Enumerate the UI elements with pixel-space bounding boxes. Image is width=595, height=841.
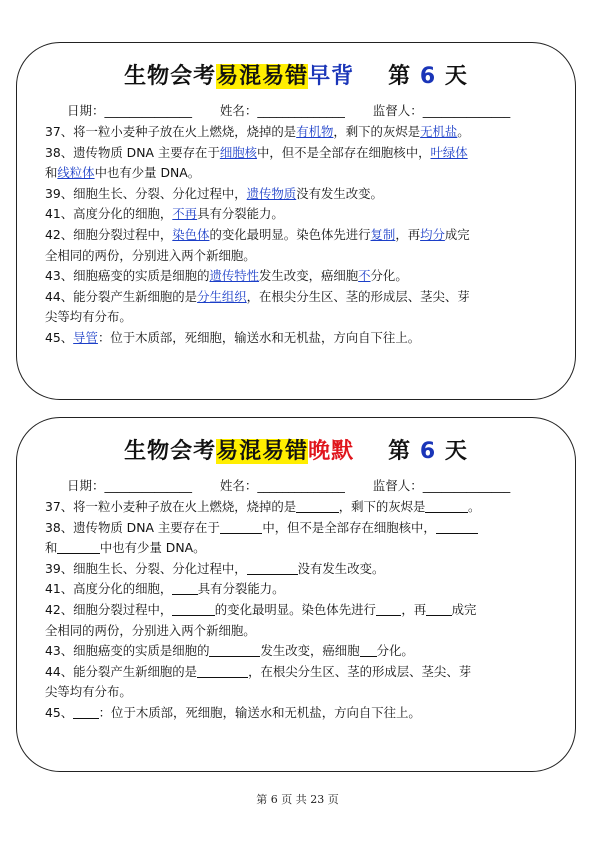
question-text: 成完 (444, 226, 470, 242)
question-line (45, 641, 557, 662)
question-text: ：位于木质部，死细胞，输送水和无机盐，方向自下往上。 (97, 329, 421, 345)
answer-text: 细胞核 (219, 144, 258, 160)
answer-blank[interactable] (172, 582, 198, 595)
question-text: 。 (467, 499, 481, 514)
info-row (67, 101, 555, 119)
day-suffix: 天 (444, 64, 468, 89)
day-number: 6 (419, 439, 437, 464)
question-text: 具有分裂能力。 (197, 206, 284, 222)
day-prefix: 第 (388, 439, 412, 464)
name-label: 姓名： (219, 103, 258, 118)
name-blank[interactable]: ______________ (257, 478, 345, 493)
answer-text: 导管 (73, 329, 98, 345)
answer-text: 无机盐 (420, 124, 458, 139)
supervisor-label: 监督人： (372, 478, 423, 493)
question-line (45, 225, 557, 246)
question-text: 和 (45, 165, 58, 181)
question-text: 38、遗传物质 DNA 主要存在于 (45, 519, 220, 535)
answer-blank[interactable] (209, 644, 260, 657)
question-line (45, 184, 557, 205)
title-main: 生物会考 (124, 64, 217, 89)
name-label: 姓名： (219, 478, 258, 493)
question-text: ，再 (401, 601, 427, 617)
date-blank[interactable]: ______________ (104, 103, 193, 118)
title-sub: 早背 (308, 64, 355, 89)
question-text: 41、高度分化的细胞， (45, 206, 173, 222)
answer-blank[interactable] (436, 521, 479, 534)
question-text: 中也有少量 DNA。 (99, 540, 206, 556)
question-text: ，剩下的灰烬是 (333, 124, 421, 139)
question-text: 37、将一粒小麦种子放在火上燃烧，烧掉的是 (45, 499, 297, 514)
supervisor-blank[interactable]: ______________ (422, 478, 511, 493)
answer-text: 均分 (420, 226, 445, 242)
question-line (45, 518, 557, 539)
question-text: 全相同的两份，分别进入两个新细胞。 (45, 622, 256, 638)
question-text: 全相同的两份，分别进入两个新细胞。 (45, 247, 256, 263)
answer-blank[interactable] (425, 500, 468, 513)
day-prefix: 第 (388, 64, 412, 89)
question-line (45, 163, 557, 184)
question-text: ：位于木质部，死细胞，输送水和无机盐，方向自下往上。 (98, 704, 421, 720)
question-text: ，剩下的灰烬是 (338, 499, 426, 514)
title-highlight: 易混易错 (216, 439, 309, 464)
question-line (45, 600, 557, 621)
question-text: 43、细胞癌变的实质是细胞的 (45, 268, 210, 284)
question-line (45, 579, 557, 600)
question-text: 45、 (45, 329, 74, 345)
question-line (45, 703, 557, 724)
answer-blank[interactable] (376, 603, 402, 616)
question-lines (45, 497, 557, 724)
question-text: 。 (457, 124, 470, 139)
answer-text: 染色体 (172, 226, 210, 242)
answer-blank[interactable] (360, 644, 377, 657)
question-line (45, 621, 557, 642)
question-text: 的变化最明显。染色体先进行 (214, 601, 376, 617)
question-line (45, 122, 557, 143)
answer-text: 不 (358, 268, 371, 284)
question-text: 中，但不是全部存在细胞核中， (257, 144, 431, 160)
info-row (67, 476, 555, 494)
question-line (45, 559, 557, 580)
answer-blank[interactable] (426, 603, 452, 616)
question-text: ，在根尖分生区、茎的形成层、茎尖、芽 (248, 663, 472, 679)
card-title (17, 434, 575, 465)
answer-text: 有机物 (296, 124, 334, 139)
answer-text: 复制 (370, 226, 396, 242)
question-line (45, 538, 557, 559)
question-line (45, 497, 557, 518)
question-text: 分化。 (370, 268, 408, 284)
question-line (45, 287, 557, 308)
question-text: 和 (45, 540, 58, 556)
title-highlight: 易混易错 (216, 64, 309, 89)
question-text: 发生改变，癌细胞 (259, 268, 359, 284)
question-text: 38、遗传物质 DNA 主要存在于 (45, 144, 220, 160)
question-text: 41、高度分化的细胞， (45, 581, 173, 597)
name-blank[interactable]: ______________ (257, 103, 345, 118)
question-text: 没有发生改变。 (296, 185, 383, 201)
question-line (45, 662, 557, 683)
supervisor-blank[interactable]: ______________ (422, 103, 511, 118)
date-blank[interactable]: ______________ (104, 478, 193, 493)
answer-text: 不再 (172, 206, 198, 222)
evening-dictation-card (16, 417, 576, 772)
morning-review-card (16, 42, 576, 400)
question-text: 分化。 (376, 643, 414, 659)
answer-blank[interactable] (57, 541, 100, 554)
question-text: 的变化最明显。染色体先进行 (209, 226, 371, 242)
question-lines (45, 122, 557, 349)
answer-text: 叶绿体 (430, 144, 468, 160)
supervisor-label: 监督人： (372, 103, 423, 118)
answer-blank[interactable] (296, 500, 339, 513)
title-sub: 晚默 (308, 439, 355, 464)
answer-text: 遗传物质 (246, 185, 297, 201)
question-text: 37、将一粒小麦种子放在火上燃烧，烧掉的是 (45, 124, 297, 139)
question-text: 没有发生改变。 (297, 560, 385, 576)
question-text: 43、细胞癌变的实质是细胞的 (45, 643, 210, 659)
answer-text: 遗传特性 (209, 268, 260, 284)
question-text: 成完 (451, 601, 477, 617)
answer-text: 线粒体 (57, 165, 95, 181)
question-text: 44、能分裂产生新细胞的是 (45, 663, 198, 679)
question-line (45, 328, 557, 349)
question-text: 39、细胞生长、分裂、分化过程中， (45, 185, 247, 201)
question-text: 具有分裂能力。 (197, 581, 285, 597)
question-text: 42、细胞分裂过程中， (45, 226, 173, 242)
date-label: 日期： (67, 103, 105, 118)
question-line (45, 143, 557, 164)
question-line (45, 266, 557, 287)
question-text: 中也有少量 DNA。 (94, 165, 201, 181)
question-text: 44、能分裂产生新细胞的是 (45, 288, 198, 304)
question-line (45, 204, 557, 225)
answer-blank[interactable] (73, 706, 99, 719)
question-text: 发生改变，癌细胞 (260, 643, 360, 659)
date-label: 日期： (67, 478, 105, 493)
title-main: 生物会考 (124, 439, 217, 464)
question-text: ，再 (395, 226, 421, 242)
day-suffix: 天 (444, 439, 468, 464)
question-text: ，在根尖分生区、茎的形成层、茎尖、芽 (246, 288, 470, 304)
answer-blank[interactable] (172, 603, 215, 616)
question-line (45, 682, 557, 703)
day-number: 6 (419, 64, 437, 89)
card-title (17, 59, 575, 90)
page-footer: 第 6 页 共 23 页 (256, 793, 339, 806)
answer-blank[interactable] (197, 665, 248, 678)
question-text: 39、细胞生长、分裂、分化过程中， (45, 560, 247, 576)
answer-text: 分生组织 (197, 288, 247, 304)
question-line (45, 307, 557, 328)
question-line (45, 246, 557, 267)
question-text: 中，但不是全部存在细胞核中， (262, 519, 436, 535)
question-text: 42、细胞分裂过程中， (45, 601, 173, 617)
question-text: 尖等均有分布。 (45, 309, 132, 325)
question-text: 尖等均有分布。 (45, 684, 132, 700)
question-text: 45、 (45, 704, 74, 720)
answer-blank[interactable] (220, 521, 263, 534)
answer-blank[interactable] (247, 562, 298, 575)
